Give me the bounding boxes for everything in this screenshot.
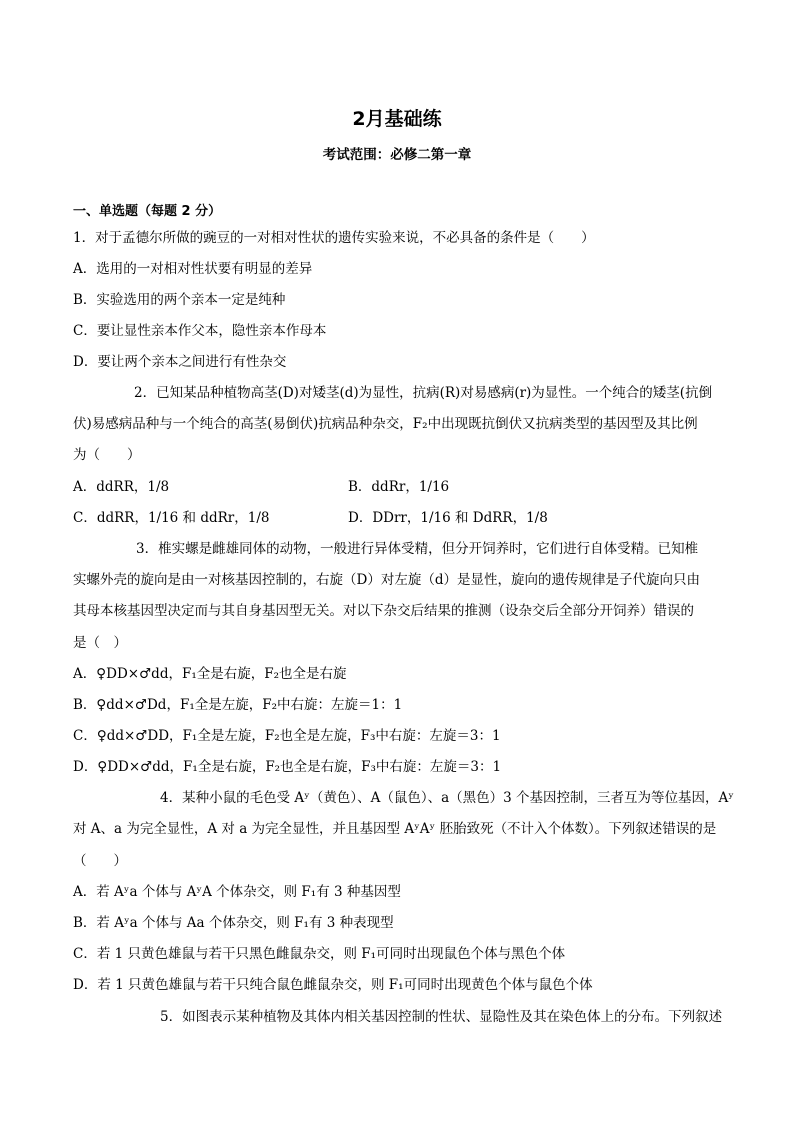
question-4-option-d: D．若 1 只黄色雄鼠与若干只纯合鼠色雌鼠杂交，则 F₁可同时出现黄色个体与鼠色个体 <box>73 977 593 993</box>
question-3-option-a: A．♀DD×♂dd，F₁全是右旋，F₂也全是右旋 <box>73 666 347 682</box>
exam-scope: 考试范围：必修二第一章 <box>322 147 472 163</box>
page-title: 2月基础练 <box>352 108 442 130</box>
question-3-stem-line-1: 3．椎实螺是雌雄同体的动物，一般进行异体受精，但分开饲养时，它们进行自体受精。已知椎 <box>136 541 699 557</box>
question-3-stem-line-3: 其母本核基因型决定而与其自身基因型无关。对以下杂交后结果的推测（设杂交后全部分开饲养）错误的 <box>73 603 694 619</box>
question-2-option-d: D．DDrr，1/16 和 DdRR，1/8 <box>348 510 548 526</box>
question-3-option-d: D．♀DD×♂dd，F₁全是右旋，F₂也全是右旋，F₃中右旋：左旋＝3：1 <box>73 759 502 775</box>
question-5-stem-line-1: 5．如图表示某种植物及其体内相关基因控制的性状、显隐性及其在染色体上的分布。下列叙述 <box>160 1009 723 1025</box>
question-1-option-a: A．选用的一对相对性状要有明显的差异 <box>73 261 313 277</box>
question-4-stem-line-3: （ ） <box>73 853 127 869</box>
question-1-stem: 1．对于孟德尔所做的豌豆的一对相对性状的遗传实验来说，不必具备的条件是（ ） <box>73 230 595 246</box>
question-2-option-a: A．ddRR，1/8 <box>73 479 170 495</box>
question-2-stem-line-1: 2．已知某品种植物高茎(D)对矮茎(d)为显性，抗病(R)对易感病(r)为显性。一个纯合的矮茎(抗倒 <box>134 385 713 401</box>
question-2-option-c: C．ddRR，1/16 和 ddRr，1/8 <box>73 510 270 526</box>
question-4-option-a: A．若 Aʸa 个体与 AʸA 个体杂交，则 F₁有 3 种基因型 <box>73 884 401 900</box>
question-3-option-c: C．♀dd×♂DD，F₁全是左旋，F₂也全是左旋，F₃中右旋：左旋＝3：1 <box>73 728 501 744</box>
section-heading: 一、单选题（每题 2 分） <box>73 204 222 219</box>
question-3-stem-line-4: 是（ ） <box>73 635 127 651</box>
question-4-stem-line-2: 对 A、a 为完全显性，A 对 a 为完全显性，并且基因型 AʸAʸ 胚胎致死（不计入个体数）。下列叙述错误的是 <box>73 821 717 837</box>
question-1-option-c: C．要让显性亲本作父本，隐性亲本作母本 <box>73 323 327 339</box>
question-1-option-b: B．实验选用的两个亲本一定是纯种 <box>73 292 286 308</box>
question-4-stem-line-1: 4．某种小鼠的毛色受 Aʸ（黄色）、A（鼠色）、a（黑色）3 个基因控制，三者互为等位基因，Aʸ <box>160 790 734 806</box>
question-2-stem-line-3: 为（ ） <box>73 447 141 463</box>
question-4-option-c: C．若 1 只黄色雄鼠与若干只黑色雌鼠杂交，则 F₁可同时出现鼠色个体与黑色个体 <box>73 946 566 962</box>
question-4-option-b: B．若 Aʸa 个体与 Aa 个体杂交，则 F₁有 3 种表现型 <box>73 915 394 931</box>
question-2-stem-line-2: 伏)易感病品种与一个纯合的高茎(易倒伏)抗病品种杂交，F₂中出现既抗倒伏又抗病类型的基因型及其比例 <box>73 416 698 432</box>
question-3-option-b: B．♀dd×♂Dd，F₁全是左旋，F₂中右旋：左旋＝1：1 <box>73 697 403 713</box>
question-1-option-d: D．要让两个亲本之间进行有性杂交 <box>73 354 287 370</box>
question-3-stem-line-2: 实螺外壳的旋向是由一对核基因控制的，右旋（D）对左旋（d）是显性，旋向的遗传规律是子代旋向只由 <box>73 572 700 588</box>
question-2-option-b: B．ddRr，1/16 <box>348 479 450 495</box>
